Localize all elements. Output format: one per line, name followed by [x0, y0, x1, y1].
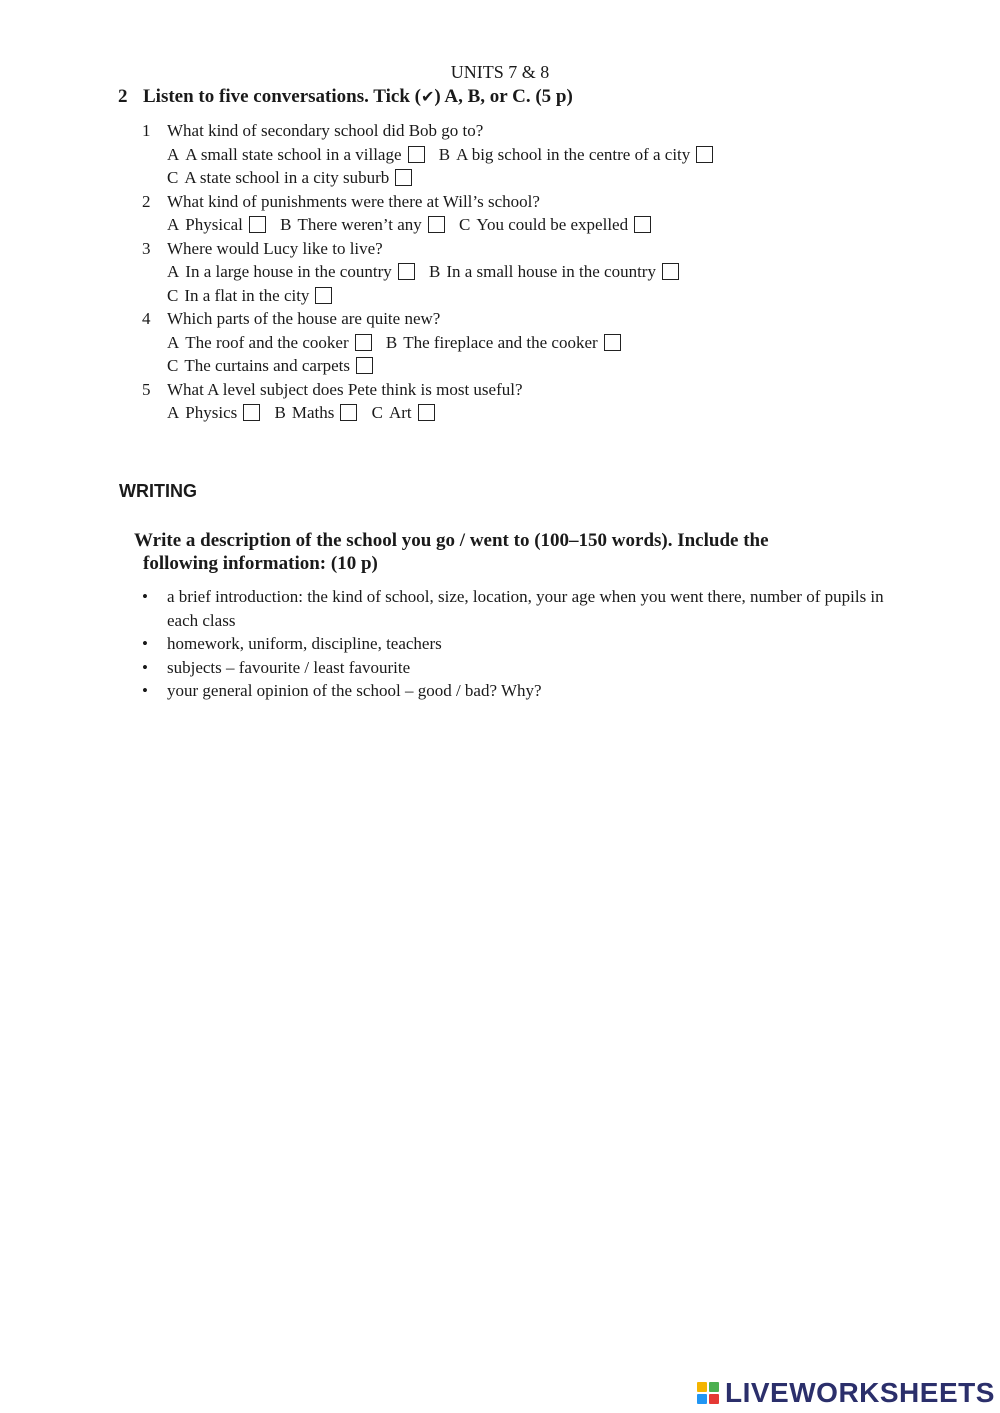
list-item [142, 632, 902, 656]
option-letter: B [385, 332, 398, 352]
list-item [142, 679, 902, 703]
bullet-icon: • [142, 634, 148, 653]
option-5c [372, 401, 435, 425]
question-number: 2 [142, 191, 151, 211]
option-letter: C [459, 215, 471, 234]
option-letter: A [167, 403, 180, 422]
option-letter: B [274, 403, 286, 422]
bullet-icon: • [142, 657, 148, 677]
question-2 [142, 190, 723, 214]
bullet-icon: • [142, 587, 148, 606]
checkbox[interactable] [398, 263, 415, 280]
bullet-text: homework, uniform, discipline, teachers [167, 634, 442, 653]
checkbox[interactable] [662, 263, 679, 280]
logo-text: LIVEWORKSHEETS [725, 1377, 995, 1408]
options-row [142, 260, 723, 284]
checkbox[interactable] [355, 334, 372, 351]
option-letter: C [167, 168, 179, 187]
checkbox[interactable] [249, 216, 266, 233]
exercise-number: 2 [118, 86, 128, 107]
checkbox[interactable] [418, 404, 435, 421]
checkbox[interactable] [243, 404, 260, 421]
question-number: 4 [142, 309, 151, 328]
checkbox[interactable] [634, 216, 651, 233]
question-text: What kind of punishments were there at Will’s school? [167, 191, 540, 211]
logo-mark-square [697, 1382, 707, 1392]
bullet-text: a brief introduction: the kind of school, size, location, your age when you went there, number of pupils in each class [167, 587, 884, 630]
option-text: The roof and the cooker [185, 332, 349, 352]
option-2b [280, 213, 445, 237]
option-4b [386, 331, 621, 355]
options-row [142, 284, 723, 308]
options-row [142, 143, 723, 167]
option-text: In a flat in the city [184, 285, 310, 305]
question-number: 1 [142, 121, 151, 140]
writing-task [134, 529, 854, 575]
option-4c [167, 354, 373, 378]
checkbox[interactable] [408, 146, 425, 163]
option-text: The fireplace and the cooker [403, 332, 598, 352]
bullet-text: subjects – favourite / least favourite [167, 657, 411, 677]
option-text: In a large house in the country [185, 262, 392, 281]
bullet-icon: • [142, 681, 148, 700]
option-2c [459, 213, 651, 237]
checkbox[interactable] [395, 169, 412, 186]
question-text: What A level subject does Pete think is most useful? [167, 379, 523, 399]
instruction-part1: Listen to five conversations. Tick ( [143, 86, 421, 107]
question-3 [142, 237, 723, 261]
option-letter: A [167, 144, 180, 164]
logo-mark-square [709, 1394, 719, 1404]
list-item [142, 656, 902, 680]
logo-mark-square [709, 1382, 719, 1392]
option-letter: A [167, 332, 180, 352]
option-letter: B [280, 215, 292, 234]
writing-task-line1: Write a description of the school you go / went to (100–150 words). Include the [134, 530, 769, 551]
option-letter: A [167, 215, 180, 234]
checkbox[interactable] [315, 287, 332, 304]
question-number: 3 [142, 238, 151, 258]
option-text: You could be expelled [476, 215, 629, 234]
option-text: Maths [291, 403, 335, 422]
option-1c [167, 166, 412, 190]
question-5 [142, 378, 723, 402]
option-1a [167, 143, 425, 167]
options-row [142, 401, 723, 425]
option-text: Physics [185, 403, 238, 422]
option-text: In a small house in the country [446, 262, 656, 281]
option-3b [429, 260, 679, 284]
option-3a [167, 260, 415, 284]
question-text: Which parts of the house are quite new? [167, 309, 441, 328]
page-title: UNITS 7 & 8 [450, 62, 550, 82]
option-letter: C [167, 285, 179, 305]
option-text: There weren’t any [297, 215, 422, 234]
option-5a [167, 401, 260, 425]
checkbox[interactable] [428, 216, 445, 233]
checkbox[interactable] [696, 146, 713, 163]
options-row [142, 331, 723, 355]
option-3c [167, 284, 332, 308]
option-4a [167, 331, 372, 355]
writing-task-line2: following information: (10 p) [143, 553, 378, 574]
writing-heading: WRITING [119, 481, 197, 501]
question-text: Where would Lucy like to live? [167, 238, 383, 258]
instruction-part2: ) A, B, or C. (5 p) [434, 86, 573, 107]
question-number: 5 [142, 379, 151, 399]
option-letter: A [167, 262, 180, 281]
option-5b [275, 401, 358, 425]
option-text: A state school in a city suburb [184, 168, 390, 187]
liveworksheets-logo[interactable] [697, 1376, 995, 1410]
options-row [142, 213, 723, 237]
options-row [142, 354, 723, 378]
option-text: Art [388, 403, 412, 422]
option-2a [167, 213, 266, 237]
question-1 [142, 119, 723, 143]
option-letter: B [438, 144, 451, 164]
option-letter: B [429, 262, 441, 281]
option-letter: C [167, 356, 179, 375]
tick-icon: ✔ [420, 87, 435, 106]
option-text: The curtains and carpets [184, 356, 351, 375]
option-letter: C [371, 403, 383, 422]
listening-questions [142, 119, 723, 425]
writing-bullets [142, 585, 902, 703]
option-text: A big school in the centre of a city [456, 144, 691, 164]
question-4 [142, 307, 723, 331]
checkbox[interactable] [340, 404, 357, 421]
option-text: Physical [185, 215, 243, 234]
logo-mark-icon [697, 1382, 719, 1404]
list-item [142, 585, 902, 632]
options-row [142, 166, 723, 190]
exercise-title [118, 86, 573, 108]
checkbox[interactable] [356, 357, 373, 374]
logo-mark-square [697, 1394, 707, 1404]
bullet-text: your general opinion of the school – good / bad? Why? [167, 681, 542, 700]
option-1b [439, 143, 714, 167]
question-text: What kind of secondary school did Bob go to? [167, 121, 484, 140]
checkbox[interactable] [604, 334, 621, 351]
option-text: A small state school in a village [185, 144, 402, 164]
